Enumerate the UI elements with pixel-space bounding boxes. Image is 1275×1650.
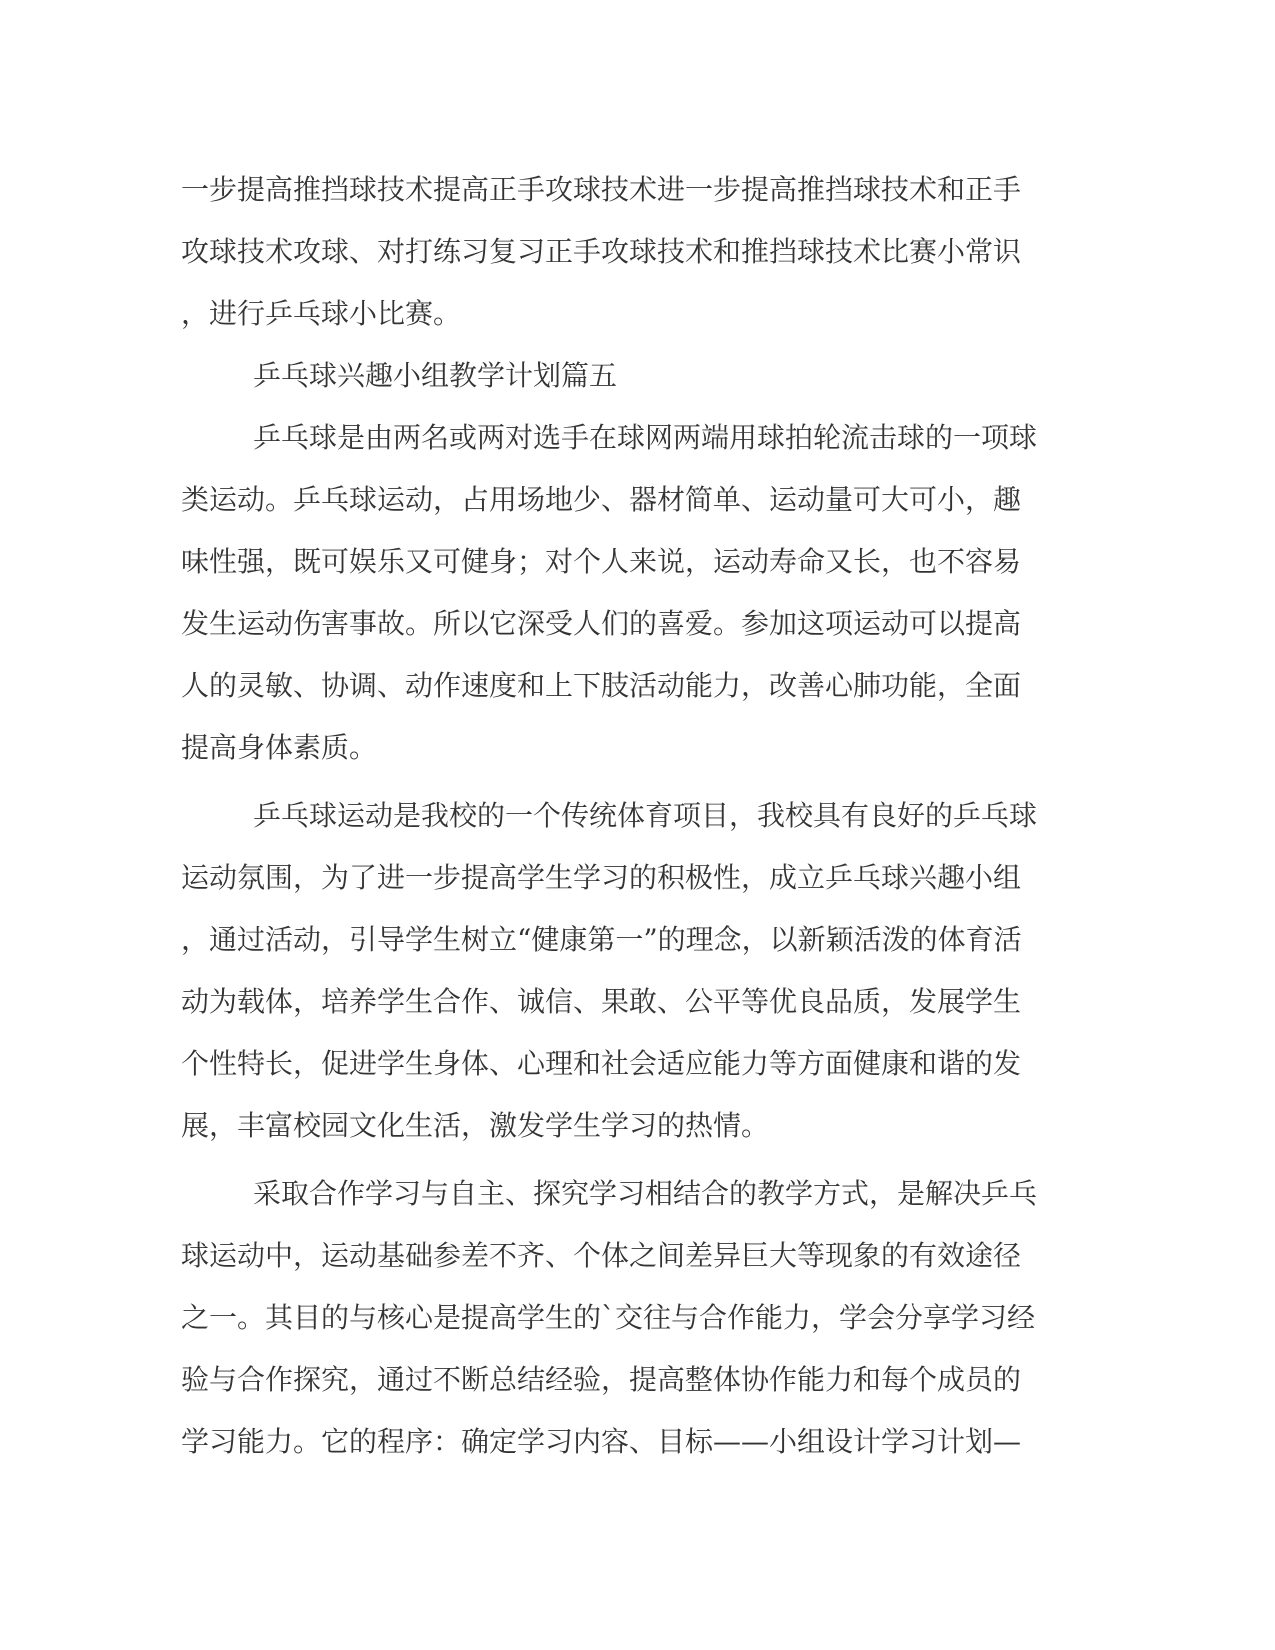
text-line: 人的灵敏、协调、动作速度和上下肢活动能力，改善心肺功能，全面	[181, 669, 1022, 702]
text-line: 动为载体，培养学生合作、诚信、果敢、公平等优良品质，发展学生	[181, 985, 1022, 1018]
text-line: 类运动。乒乓球运动，占用场地少、器材简单、运动量可大可小，趣	[181, 483, 1022, 516]
text-line: 采取合作学习与自主、探究学习相结合的教学方式，是解决乒乓	[253, 1177, 1038, 1210]
text-line: 提高身体素质。	[181, 731, 378, 764]
text-line: 乒乓球是由两名或两对选手在球网两端用球拍轮流击球的一项球	[253, 421, 1038, 454]
text-line: 球运动中，运动基础参差不齐、个体之间差异巨大等现象的有效途径	[181, 1239, 1022, 1272]
text-line: 展，丰富校园文化生活，激发学生学习的热情。	[181, 1109, 770, 1142]
text-line: 攻球技术攻球、对打练习复习正手攻球技术和推挡球技术比赛小常识	[181, 235, 1022, 268]
paragraph-tradition	[181, 785, 1041, 1157]
text-line: ，进行乒乓球小比赛。	[181, 297, 462, 330]
section-heading	[181, 345, 1041, 407]
text-line: 发生运动伤害事故。所以它深受人们的喜爱。参加这项运动可以提高	[181, 607, 1022, 640]
text-line: 乒乓球运动是我校的一个传统体育项目，我校具有良好的乒乓球	[253, 799, 1038, 832]
text-line: 味性强，既可娱乐又可健身；对个人来说，运动寿命又长，也不容易	[181, 545, 1022, 578]
paragraph-method	[181, 1163, 1041, 1473]
text-line: 运动氛围，为了进一步提高学生学习的积极性，成立乒乓球兴趣小组	[181, 861, 1022, 894]
document-body	[181, 159, 1041, 1473]
paragraph-intro	[181, 407, 1041, 779]
heading-text: 乒乓球兴趣小组教学计划篇五	[253, 359, 618, 392]
text-line: ，通过活动，引导学生树立“健康第一”的理念，以新颖活泼的体育活	[181, 923, 1022, 956]
text-line: 一步提高推挡球技术提高正手攻球技术进一步提高推挡球技术和正手	[181, 173, 1022, 206]
text-line: 学习能力。它的程序：确定学习内容、目标——小组设计学习计划—	[181, 1425, 1022, 1458]
text-line: 个性特长，促进学生身体、心理和社会适应能力等方面健康和谐的发	[181, 1047, 1022, 1080]
text-line: 之一。其目的与核心是提高学生的`交往与合作能力，学会分享学习经	[181, 1301, 1036, 1334]
top-paragraph	[181, 159, 1041, 345]
text-line: 验与合作探究，通过不断总结经验，提高整体协作能力和每个成员的	[181, 1363, 1022, 1396]
